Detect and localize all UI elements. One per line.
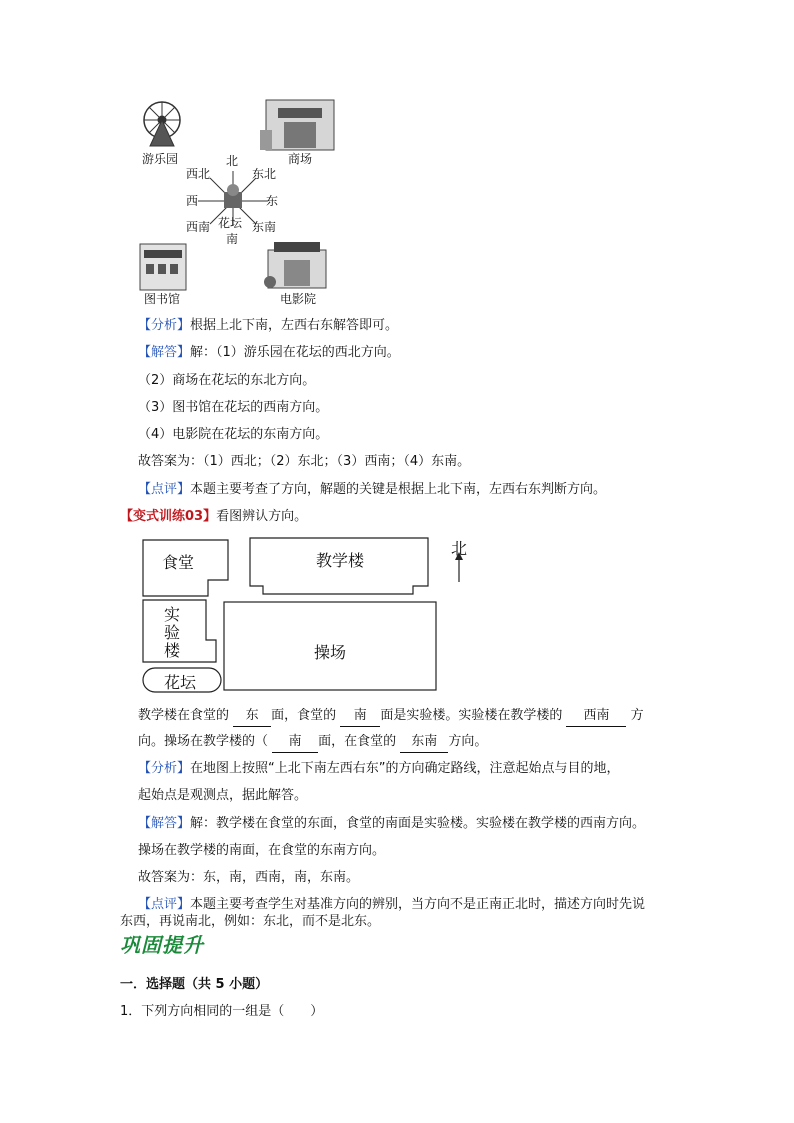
question-1: 1．下列方向相同的一组是（ ） [120,1004,324,1019]
answer-text-4: 故答案为：（1）西北；（2）东北；（3）西南；（4）东南。 [138,454,471,469]
compass-map-drawing [138,96,336,308]
label-flower-bed: 花坛 [218,216,243,230]
comment-text: 本题主要考查了方向，解题的关键是根据上北下南，左西右东判断方向。 [190,482,607,497]
q2-text-3: 方向。 [448,734,488,749]
ferris-wheel-icon [144,102,180,146]
answer-blank-south: 南 [340,706,380,727]
ex03-comment-text-1: 本题主要考查学生对基准方向的辨别，当方向不是正南正北时，描述方向时先说 [190,897,646,912]
canteen-label: 食堂 [162,553,195,572]
ex03-analysis-text-1: 在地图上按照“上北下南左西右东”的方向确定路线，注意起始点与目的地， [190,761,620,776]
answer-tag: 【解答】 [138,345,191,360]
label-south: 南 [226,232,239,246]
ex03-answer-line-1 [138,814,645,834]
ex03-analysis-text-2: 起始点是观测点，据此解答。 [138,788,308,803]
playground-label: 操场 [314,643,347,662]
label-library: 图书馆 [144,292,181,306]
north-label: 北 [451,539,468,558]
flower-bed-label: 花坛 [164,673,197,692]
lab-label-1: 实 [164,605,181,624]
ex03-analysis-tag: 【分析】 [138,761,191,776]
lab-label-2: 验 [164,623,181,642]
answer-blank-southwest: 西南 [566,706,626,727]
answer-blank-southeast: 东南 [400,732,448,753]
exercise-03-tag: 【变式训练03】 [120,509,217,524]
label-southeast: 东南 [252,220,277,234]
ex03-analysis-line-1 [138,759,620,779]
label-amusement-park: 游乐园 [142,152,179,166]
ex03-comment-text-2: 东西，再说南北，例如：东北，而不是北东。 [120,914,381,929]
answer-text-2: （3）图书馆在花坛的西南方向。 [138,400,329,415]
analysis-tag: 【分析】 [138,318,191,333]
ex03-answer-text-2: 操场在教学楼的南面，在食堂的东南方向。 [138,843,386,858]
label-cinema: 电影院 [280,292,317,306]
answer-blank-east: 东 [233,706,271,727]
answer-blank-south-2: 南 [272,732,318,753]
comment-tag: 【点评】 [138,482,191,497]
answer-text-0: 解：（1）游乐园在花坛的西北方向。 [190,345,400,360]
q1-text-3: 面是实验楼。实验楼在教学楼的 [380,708,563,723]
answer-text-3: （4）电影院在花坛的东南方向。 [138,427,329,442]
question-line-2 [138,732,487,753]
q1-text-2: 面，食堂的 [271,708,337,723]
comment-line [138,480,606,500]
ex03-answer-text-1: 解：教学楼在食堂的东面，食堂的南面是实验楼。实验楼在教学楼的西南方向。 [190,816,646,831]
answer-text-1: （2）商场在花坛的东北方向。 [138,373,316,388]
label-northeast: 东北 [252,167,277,181]
analysis-line [138,316,398,336]
analysis-text: 根据上北下南，左西右东解答即可。 [190,318,399,333]
campus-map [138,536,478,696]
ex03-answer-tag: 【解答】 [138,816,191,831]
question-line-1 [138,706,644,727]
flower-bed-icon [224,184,242,208]
label-east: 东 [266,194,279,208]
teaching-building-label: 教学楼 [316,551,365,570]
section-banner: 巩固提升 [120,933,204,957]
ex03-comment-tag: 【点评】 [138,897,191,912]
mall-building-icon [260,100,334,150]
library-building-icon [140,244,186,290]
compass-map-figure [138,96,336,308]
label-west: 西 [186,194,199,208]
ex03-answer-text-3: 故答案为：东，南，西南，南，东南。 [138,870,360,885]
exercise-03-title: 看图辨认方向。 [216,509,308,524]
exercise-03-heading [120,507,307,527]
q1-text-4: 方 [630,708,644,723]
answer-line [138,343,400,363]
section-heading: 一．选择题（共 5 小题） [120,977,269,992]
q2-text-2: 面，在食堂的 [318,734,397,749]
lab-label-3: 楼 [164,641,181,660]
label-mall: 商场 [288,152,313,166]
q1-text-1: 教学楼在食堂的 [138,708,230,723]
q2-text-1: 向。操场在教学楼的（ [138,734,269,749]
cinema-building-icon [264,242,326,288]
label-southwest: 西南 [186,220,211,234]
label-northwest: 西北 [186,167,211,181]
label-north: 北 [226,154,239,168]
